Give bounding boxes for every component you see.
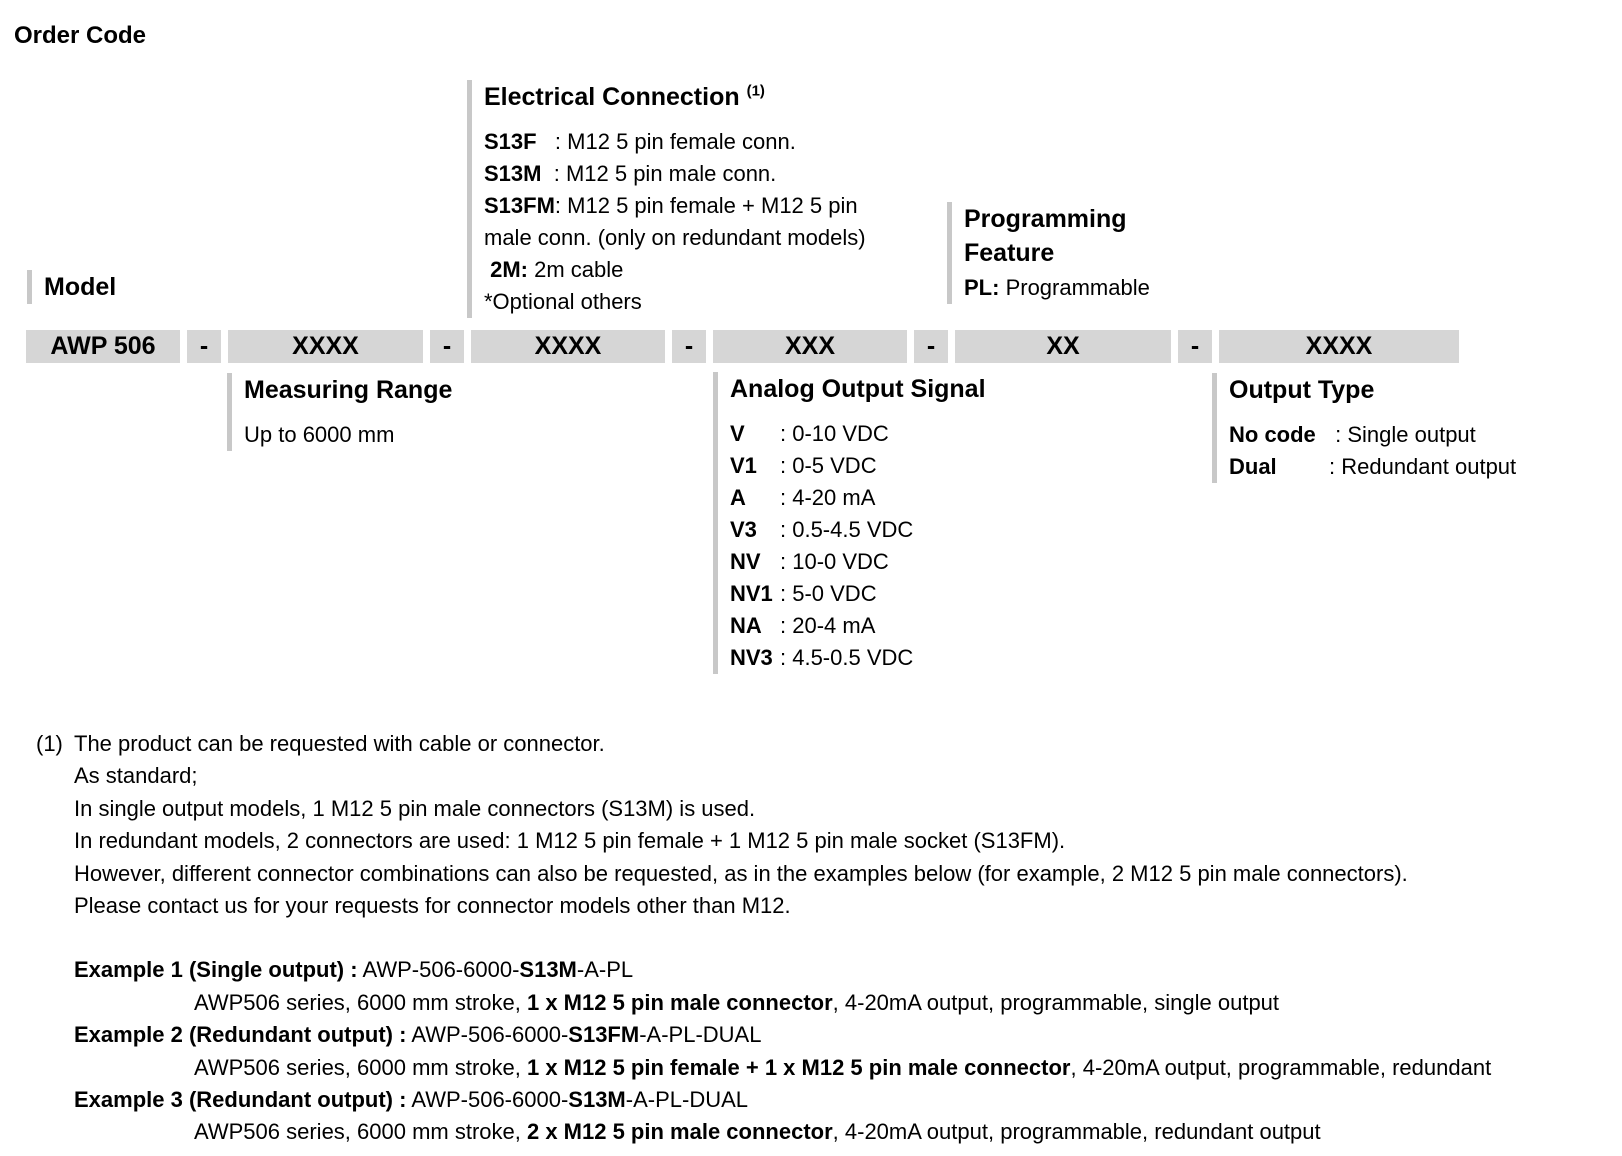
example-desc-prefix: AWP506 series, 6000 mm stroke, [194, 1054, 527, 1080]
footnote-line: In redundant models, 2 connectors are used: 1 M12 5 pin female + 1 M12 5 pin male socket (S13FM). [74, 828, 1066, 854]
example-code-suffix: -A-PL-DUAL [639, 1022, 762, 1048]
analog-output-desc: : 0-10 VDC [780, 421, 889, 446]
example-code-prefix: AWP-506-6000- [357, 957, 520, 983]
analog-output-desc: : 0.5-4.5 VDC [780, 517, 914, 542]
electrical-desc: M12 5 pin male conn. [565, 161, 777, 186]
output-type-code: Dual [1229, 454, 1277, 479]
example-desc-suffix: , 4-20mA output, programmable, redundant output [832, 1119, 1321, 1145]
programming-item [964, 272, 1150, 304]
analog-output-item [730, 514, 986, 546]
output-type-section [1212, 373, 1516, 483]
electrical-code: S13FM [484, 193, 555, 218]
output-type-title: Output Type [1229, 376, 1375, 404]
electrical-desc: M12 5 pin female conn. [567, 129, 796, 154]
footnote-block [36, 728, 1491, 1149]
electrical-continuation: male conn. (only on redundant models) [484, 225, 866, 250]
analog-output-item [730, 610, 986, 642]
example-code-connector: S13M [519, 957, 577, 983]
analog-output-code: NV3 [730, 645, 773, 670]
analog-output-item [730, 642, 986, 674]
analog-output-item [730, 450, 986, 482]
electrical-sep: : [541, 161, 566, 186]
electrical-sep: : [554, 193, 568, 218]
code-separator: - [672, 330, 706, 363]
programming-desc: Programmable [999, 275, 1150, 300]
examples-list [36, 954, 1491, 1148]
analog-output-item [730, 578, 986, 610]
example-code-prefix: AWP-506-6000- [406, 1022, 569, 1048]
footnote-line: Please contact us for your requests for connector models other than M12. [74, 893, 791, 919]
footnote-text: The product can be requested with cable or connector. [74, 731, 605, 756]
example-desc-prefix: AWP506 series, 6000 mm stroke, [194, 1119, 527, 1145]
example-desc-connector: 2 x M12 5 pin male connector [526, 1119, 833, 1145]
analog-output-item [730, 546, 986, 578]
electrical-code: 2M: [484, 257, 528, 282]
code-cell-electrical-connection: XXXX [471, 330, 665, 363]
example-code-suffix: -A-PL-DUAL [625, 1087, 749, 1113]
analog-output-item [730, 482, 986, 514]
analog-output-code: V3 [730, 517, 757, 542]
electrical-others: *Optional others [484, 289, 642, 314]
measuring-range-value: Up to 6000 mm [244, 422, 395, 447]
electrical-item-s13m [484, 158, 866, 190]
electrical-code: S13F [484, 129, 537, 154]
analog-output-desc: : 4.5-0.5 VDC [780, 645, 914, 670]
analog-output-list [730, 418, 986, 674]
analog-output-code: V1 [730, 453, 757, 478]
example-desc-suffix: , 4-20mA output, programmable, redundant [1070, 1054, 1492, 1080]
electrical-desc: M12 5 pin female + M12 5 pin [567, 193, 858, 218]
example-desc-connector: 1 x M12 5 pin female + 1 x M12 5 pin male connector [526, 1054, 1071, 1080]
electrical-connection-section [467, 80, 866, 318]
code-separator: - [914, 330, 948, 363]
footnote-ref: (1) [746, 82, 765, 100]
example-code-connector: S13FM [568, 1022, 640, 1048]
analog-output-item [730, 418, 986, 450]
code-cell-analog-output: XXX [713, 330, 907, 363]
code-cell-measuring-range: XXXX [228, 330, 423, 363]
programming-code: PL: [964, 275, 1000, 300]
example-code-connector: S13M [568, 1087, 626, 1113]
code-cell-programming: XX [955, 330, 1171, 363]
electrical-connection-title-text: Electrical Connection [484, 83, 740, 111]
example-desc-suffix: , 4-20mA output, programmable, single output [832, 989, 1280, 1015]
analog-output-desc: : 10-0 VDC [780, 549, 889, 574]
electrical-item-s13f [484, 126, 866, 158]
footnote-line: As standard; [74, 763, 198, 789]
output-type-code: No code [1229, 422, 1316, 447]
footnote-marker: (1) [36, 731, 63, 756]
electrical-sep: : [536, 129, 568, 154]
analog-output-section [713, 372, 986, 674]
output-type-desc: : Single output [1329, 422, 1476, 447]
example-code-line [36, 954, 1491, 986]
analog-output-desc: : 4-20 mA [780, 485, 876, 510]
example-code-prefix: AWP-506-6000- [406, 1087, 569, 1113]
example-description-line [36, 987, 1491, 1019]
model-section [27, 270, 116, 304]
example-description-line [36, 1052, 1491, 1084]
example-desc-connector: 1 x M12 5 pin male connector [526, 989, 833, 1015]
analog-output-code: NV1 [730, 581, 773, 606]
electrical-desc: 2m cable [528, 257, 624, 282]
programming-title-line1: Programming [964, 205, 1127, 233]
example-label: Example 3 (Redundant output) : [74, 1087, 407, 1113]
output-type-item [1229, 451, 1516, 483]
analog-output-desc: : 20-4 mA [780, 613, 876, 638]
measuring-range-section [227, 373, 452, 451]
code-separator: - [187, 330, 221, 363]
code-separator: - [430, 330, 464, 363]
code-separator: - [1178, 330, 1212, 363]
analog-output-desc: : 5-0 VDC [780, 581, 877, 606]
programming-feature-section [947, 202, 1150, 304]
example-desc-prefix: AWP506 series, 6000 mm stroke, [194, 989, 527, 1015]
analog-output-code: V [730, 421, 745, 446]
example-label: Example 2 (Redundant output) : [74, 1022, 407, 1048]
example-code-line [36, 1019, 1491, 1051]
electrical-item-2m [484, 254, 866, 286]
model-title: Model [44, 273, 117, 301]
output-type-desc: : Redundant output [1329, 454, 1517, 479]
example-label: Example 1 (Single output) : [74, 957, 358, 983]
measuring-range-title: Measuring Range [244, 376, 453, 404]
example-description-line [36, 1116, 1491, 1148]
analog-output-code: A [730, 485, 746, 510]
programming-title-line2: Feature [964, 239, 1055, 267]
page-title: Order Code [14, 22, 147, 49]
analog-output-title: Analog Output Signal [730, 375, 986, 403]
code-cell-output-type: XXXX [1219, 330, 1459, 363]
footnote-line: In single output models, 1 M12 5 pin male connectors (S13M) is used. [74, 795, 756, 821]
analog-output-code: NA [730, 613, 762, 638]
example-code-suffix: -A-PL [576, 957, 634, 983]
electrical-item-s13fm [484, 190, 866, 222]
analog-output-code: NV [730, 549, 761, 574]
analog-output-desc: : 0-5 VDC [780, 453, 877, 478]
footnote-line: However, different connector combinations can also be requested, as in the examples below (for example, 2 M12 5 pin male connectors). [74, 860, 1408, 886]
output-type-item [1229, 419, 1516, 451]
electrical-code: S13M [484, 161, 542, 186]
code-cell-model: AWP 506 [26, 330, 180, 363]
example-code-line [36, 1084, 1491, 1116]
electrical-connection-title [484, 80, 866, 114]
footnote-line [36, 728, 1491, 760]
